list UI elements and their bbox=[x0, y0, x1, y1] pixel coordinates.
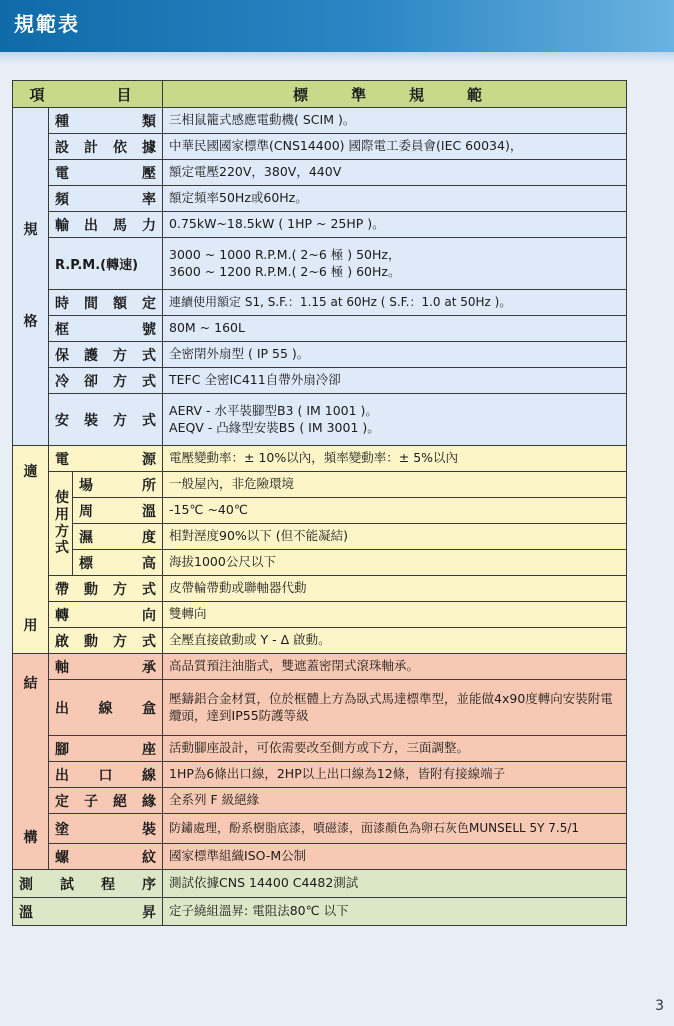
row-value: 全密閉外扇型 ( IP 55 )。 bbox=[163, 342, 627, 368]
header-standard: 標 準 規 範 bbox=[163, 81, 627, 108]
row-value: 一般屋內，非危險環境 bbox=[163, 472, 627, 498]
table-row bbox=[13, 898, 627, 926]
row-value: AERV - 水平裝腳型B3 ( IM 1001 )。 AEQV - 凸緣型安裝B5 ( IM 3001 )。 bbox=[163, 394, 627, 446]
row-label bbox=[49, 788, 163, 814]
page-title: 規範表 bbox=[14, 12, 80, 36]
row-label-text: 腳 座 bbox=[55, 741, 157, 758]
table-row bbox=[13, 472, 627, 498]
row-label-text: 輸出馬力 bbox=[55, 217, 157, 234]
table-row bbox=[13, 524, 627, 550]
row-label-text: 電 壓 bbox=[55, 165, 157, 182]
table-row bbox=[13, 628, 627, 654]
table-row bbox=[13, 186, 627, 212]
category-structure-text: 結 構 bbox=[23, 676, 38, 847]
row-label-text: 塗 裝 bbox=[55, 821, 157, 838]
row-label-text: 螺 紋 bbox=[55, 849, 157, 866]
row-label bbox=[73, 524, 163, 550]
header-shadow bbox=[0, 52, 674, 64]
row-label bbox=[13, 898, 163, 926]
row-label bbox=[73, 498, 163, 524]
row-label-text: 時間額定 bbox=[55, 295, 157, 312]
row-label-text: 出 口 線 bbox=[55, 767, 157, 784]
row-label-text: 軸 承 bbox=[55, 659, 157, 676]
row-label bbox=[49, 736, 163, 762]
table-row bbox=[13, 446, 627, 472]
row-value: 防鏽處理，酚系樹脂底漆，噴磁漆，面漆顏色為卵石灰色MUNSELL 5Y 7.5/1 bbox=[163, 814, 627, 844]
usage-method-text: 使 用 方 式 bbox=[55, 489, 69, 557]
row-value: 三相鼠籠式感應電動機( SCIM )。 bbox=[163, 108, 627, 134]
row-label bbox=[13, 870, 163, 898]
row-label bbox=[49, 212, 163, 238]
row-label bbox=[73, 550, 163, 576]
category-spec-text: 規 格 bbox=[23, 221, 38, 331]
table-row bbox=[13, 736, 627, 762]
row-label-text: 設計依據 bbox=[55, 139, 157, 156]
table-row bbox=[13, 680, 627, 736]
row-value: 壓鑄鋁合金材質，位於框體上方為臥式馬達標準型，並能做4x90度轉向安裝附電纜頭，達到IP55防護等級 bbox=[163, 680, 627, 736]
row-label-text: 冷卻方式 bbox=[55, 373, 157, 390]
row-label bbox=[73, 472, 163, 498]
row-label bbox=[49, 394, 163, 446]
table-row bbox=[13, 342, 627, 368]
table-row bbox=[13, 212, 627, 238]
row-label bbox=[49, 134, 163, 160]
row-value: TEFC 全密IC411自帶外扇冷卻 bbox=[163, 368, 627, 394]
row-value: 連續使用額定 S1, S.F.：1.15 at 60Hz ( S.F.：1.0 at 50Hz )。 bbox=[163, 290, 627, 316]
row-label-text: 保護方式 bbox=[55, 347, 157, 364]
row-label-text: 電 源 bbox=[55, 451, 157, 468]
row-value: 定子繞組溫昇: 電阻法80℃ 以下 bbox=[163, 898, 627, 926]
category-use-text: 適 用 bbox=[23, 464, 38, 635]
row-label-text: 出 線 盒 bbox=[55, 700, 157, 717]
table-header-row bbox=[13, 81, 627, 108]
table-row bbox=[13, 498, 627, 524]
table-row bbox=[13, 550, 627, 576]
row-value: 額定電壓220V，380V，440V bbox=[163, 160, 627, 186]
table-row bbox=[13, 602, 627, 628]
row-value: 皮帶輪帶動或聯軸器代動 bbox=[163, 576, 627, 602]
table-row bbox=[13, 316, 627, 342]
row-value: 0.75kW~18.5kW ( 1HP ~ 25HP )。 bbox=[163, 212, 627, 238]
table-row bbox=[13, 870, 627, 898]
table-row bbox=[13, 576, 627, 602]
row-value: 國家標準組織ISO-M公制 bbox=[163, 844, 627, 870]
row-label-text: 定子絕緣 bbox=[55, 793, 157, 810]
table-row bbox=[13, 788, 627, 814]
table-row bbox=[13, 108, 627, 134]
category-use bbox=[13, 446, 49, 654]
row-label bbox=[49, 628, 163, 654]
header-item: 項 目 bbox=[13, 81, 163, 108]
row-value: -15℃ ~40℃ bbox=[163, 498, 627, 524]
table-row bbox=[13, 394, 627, 446]
page-header bbox=[0, 0, 674, 52]
row-label bbox=[49, 108, 163, 134]
table-row bbox=[13, 368, 627, 394]
row-value: 相對溼度90%以下 (但不能凝結) bbox=[163, 524, 627, 550]
row-label: R.P.M.(轉速) bbox=[49, 238, 163, 290]
row-label bbox=[49, 160, 163, 186]
row-value: 電壓變動率：± 10%以內，頻率變動率：± 5%以內 bbox=[163, 446, 627, 472]
row-label bbox=[49, 316, 163, 342]
row-label bbox=[49, 446, 163, 472]
row-value: 全系列 F 級絕緣 bbox=[163, 788, 627, 814]
category-spec bbox=[13, 108, 49, 446]
row-label-text: 頻 率 bbox=[55, 191, 157, 208]
row-label-text: 安裝方式 bbox=[55, 412, 157, 429]
row-label-text: 測試程序 bbox=[19, 876, 157, 893]
row-value: 3000 ~ 1000 R.P.M.( 2~6 極 ) 50Hz， 3600 ~ 1200 R.P.M.( 2~6 極 ) 60Hz。 bbox=[163, 238, 627, 290]
table-row bbox=[13, 290, 627, 316]
row-label bbox=[49, 290, 163, 316]
row-label bbox=[49, 680, 163, 736]
row-label bbox=[49, 814, 163, 844]
table-row bbox=[13, 134, 627, 160]
row-value: 高品質預注油脂式，雙遮蓋密閉式滾珠軸承。 bbox=[163, 654, 627, 680]
row-label bbox=[49, 368, 163, 394]
specification-table bbox=[12, 80, 627, 926]
row-label bbox=[49, 602, 163, 628]
table-row bbox=[13, 762, 627, 788]
table-row bbox=[13, 814, 627, 844]
category-structure bbox=[13, 654, 49, 870]
row-label-text: 周 溫 bbox=[79, 503, 157, 520]
row-value: 80M ~ 160L bbox=[163, 316, 627, 342]
table-row bbox=[13, 160, 627, 186]
row-label bbox=[49, 762, 163, 788]
row-label-text: 場 所 bbox=[79, 477, 157, 494]
row-value: 全壓直接啟動或 Y - Δ 啟動。 bbox=[163, 628, 627, 654]
row-label-text: 種 類 bbox=[55, 113, 157, 130]
row-value: 1HP為6條出口線，2HP以上出口線為12條，皆附有接線端子 bbox=[163, 762, 627, 788]
row-label-text: 啟動方式 bbox=[55, 633, 157, 650]
row-label-text: 轉 向 bbox=[55, 607, 157, 624]
row-label bbox=[49, 844, 163, 870]
table-row bbox=[13, 654, 627, 680]
row-value: 海拔1000公尺以下 bbox=[163, 550, 627, 576]
row-label-text: 濕 度 bbox=[79, 529, 157, 546]
row-label bbox=[49, 654, 163, 680]
row-value: 中華民國國家標準(CNS14400) 國際電工委員會(IEC 60034)， bbox=[163, 134, 627, 160]
row-label-text: 框 號 bbox=[55, 321, 157, 338]
row-value: 額定頻率50Hz或60Hz。 bbox=[163, 186, 627, 212]
row-label bbox=[49, 186, 163, 212]
row-label bbox=[49, 576, 163, 602]
row-label-text: 溫 昇 bbox=[19, 904, 157, 921]
row-label-text: 帶動方式 bbox=[55, 581, 157, 598]
row-label bbox=[49, 342, 163, 368]
page-number: 3 bbox=[655, 998, 664, 1014]
row-value: 測試依據CNS 14400 C4482測試 bbox=[163, 870, 627, 898]
row-label-text: 標 高 bbox=[79, 555, 157, 572]
table-row bbox=[13, 238, 627, 290]
table-row bbox=[13, 844, 627, 870]
row-value: 雙轉向 bbox=[163, 602, 627, 628]
usage-method-label bbox=[49, 472, 73, 576]
row-value: 活動腳座設計，可依需要改至側方或下方，三面調整。 bbox=[163, 736, 627, 762]
